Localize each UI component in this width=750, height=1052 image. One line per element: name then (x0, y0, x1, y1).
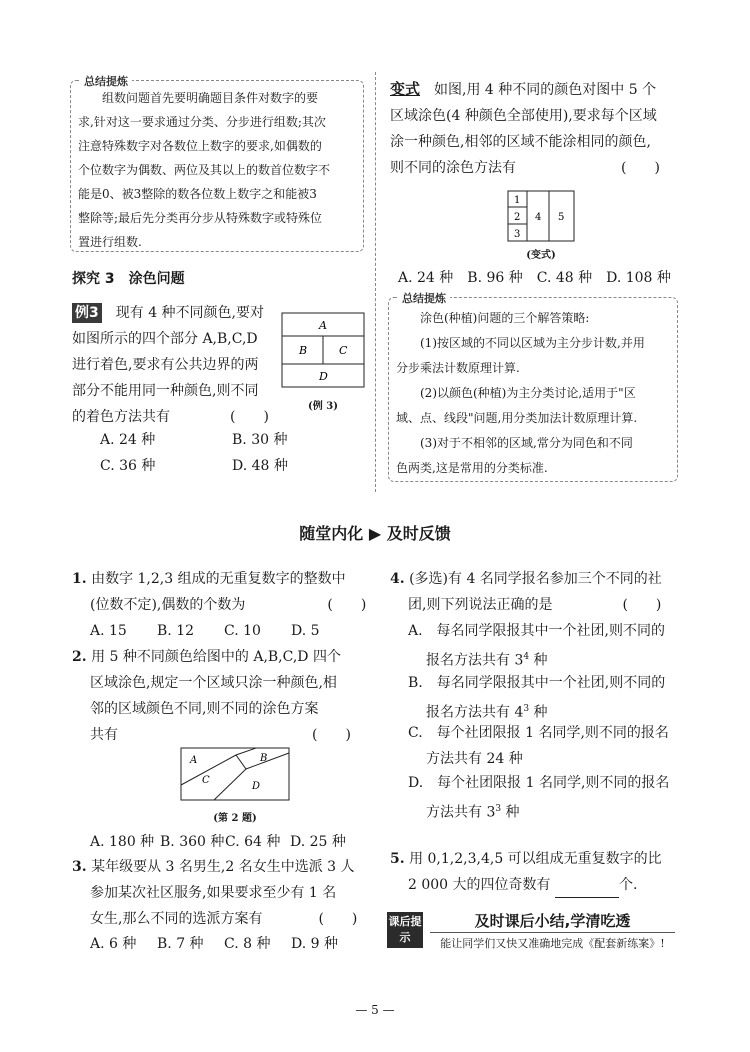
question-5 (390, 846, 690, 898)
explore3-title: 探究 3 涂色问题 (72, 271, 185, 287)
q1-line: 由数字 1,2,3 组成的无重复数字的整数中 (91, 571, 346, 587)
q4-option-a-line1: A. 每名同学限报其中一个社团,则不同的 (408, 623, 666, 639)
summary1-line: 求,针对这一要求通过分类、分步进行组数;其次 (78, 115, 326, 129)
summary-text-1 (78, 86, 360, 254)
region-label-3: 3 (514, 229, 521, 240)
example3-line: 部分不能用同一种颜色,则不同 (72, 383, 259, 399)
region-label-2: 2 (514, 212, 521, 223)
q3-option-b: B. 7 种 (157, 936, 204, 952)
example3-option-a: A. 24 种 (100, 432, 156, 448)
example3-line: 如图所示的四个部分 A,B,C,D (72, 331, 258, 347)
variant-line: 如图,用 4 种不同的颜色对图中 5 个 (434, 82, 657, 98)
question-4 (390, 566, 690, 618)
q4-option-b (408, 670, 665, 726)
summary-text-2 (396, 306, 676, 481)
variant-options: A. 24 种 B. 96 种 C. 48 种 D. 108 种 (398, 270, 671, 286)
q5-tail: 个. (618, 877, 638, 893)
region-label-C: C (339, 344, 348, 357)
q4-line: 团,则下列说法正确的是 (408, 597, 553, 613)
q2-line: 邻的区域颜色不同,则不同的涂色方案 (90, 701, 319, 717)
footer-title: 及时课后小结,学清吃透 (474, 912, 631, 930)
region-label-C: C (202, 775, 210, 786)
q3-option-c: C. 8 种 (224, 936, 271, 952)
answer-paren: ( ) (318, 911, 358, 927)
summary1-line: 能是0、被3整除的数各位数上数字之和能被3 (78, 187, 317, 201)
summary1-line: 组数问题首先要明确题目条件对数字的要 (102, 91, 319, 105)
q4-option-c-line1: C. 每个社团限报 1 名同学,则不同的报名 (408, 725, 669, 741)
answer-paren: ( ) (327, 597, 367, 613)
q4-option-a-exponent: 4 (523, 652, 530, 662)
q2-option-c: C. 64 种 (225, 834, 281, 850)
q4-option-b-line1: B. 每名同学限报其中一个社团,则不同的 (408, 675, 666, 691)
example3-line: 的着色方法共有 (72, 409, 170, 425)
q3-option-a: A. 6 种 (90, 936, 137, 952)
summary1-line: 个位数字为偶数、两位及其以上的数首位数字不 (78, 163, 331, 177)
q3-line: 某年级要从 3 名男生,2 名女生中选派 3 人 (91, 859, 355, 875)
footer-subtitle: 能让同学们又快又准确地完成《配套新练案》! (430, 932, 675, 951)
example3-option-b: B. 30 种 (232, 432, 288, 448)
q4-option-b-exponent: 3 (523, 704, 530, 714)
question-number: 2. (72, 649, 87, 665)
example3-caption: (例 3) (308, 401, 338, 412)
example3-text (72, 300, 282, 430)
q1-line: (位数不定),偶数的个数为 (90, 597, 246, 613)
summary2-line: (2)以颜色(种植)为主分类讨论,适用于"区 (420, 386, 636, 400)
variant-tag: 变式 (390, 80, 421, 98)
q2-line: 共有 (90, 727, 118, 743)
q1-option-a: A. 15 (90, 623, 127, 639)
example3-line: 进行着色,要求有公共边界的两 (72, 357, 259, 373)
q2-line: 用 5 种不同颜色给图中的 A,B,C,D 四个 (91, 649, 341, 665)
q4-option-d-line1: D. 每个社团限报 1 名同学,则不同的报名 (408, 775, 670, 791)
q5-line: 2 000 大的四位奇数有 (408, 877, 551, 893)
summary2-line: 涂色(种植)问题的三个解答策略: (420, 311, 590, 325)
summary1-line: 整除等;最后先分类再分步从特殊数字或特殊位 (78, 211, 323, 225)
question-3 (72, 854, 368, 932)
question-number: 4. (390, 571, 405, 587)
answer-blank[interactable] (555, 881, 619, 898)
section-title: 随堂内化 ▶ 及时反馈 (299, 524, 451, 543)
q2-option-b: B. 360 种 (160, 834, 225, 850)
example3-figure (281, 312, 365, 392)
summary1-line: 置进行组数. (78, 235, 142, 249)
q3-option-d: D. 9 种 (291, 936, 338, 952)
q4-option-d-exponent: 3 (495, 804, 502, 814)
variant-text (390, 76, 690, 181)
answer-paren: ( ) (622, 597, 662, 613)
q2-figure (180, 747, 290, 801)
q4-option-b-line2: 报名方法共有 4 (426, 704, 524, 721)
q3-line: 女生,那么不同的选派方案有 (90, 911, 263, 927)
region-label-B: B (299, 344, 308, 357)
q4-option-d (408, 770, 669, 826)
q4-line: (多选)有 4 名同学报名参加三个不同的社 (409, 571, 662, 587)
region-label-5: 5 (558, 212, 565, 223)
variant-caption: (变式) (526, 250, 556, 261)
region-label-D: D (252, 781, 261, 792)
q4-option-c-line2: 方法共有 24 种 (426, 751, 523, 767)
summary2-line: 域、点、线段"问题,用分类加法计数原理计算. (396, 411, 638, 425)
region-label-A: A (319, 319, 327, 332)
question-2 (72, 644, 368, 748)
summary2-line: (1)按区域的不同以区域为主分步计数,并用 (420, 336, 645, 350)
variant-figure (507, 190, 575, 244)
q4-option-a (408, 618, 665, 674)
variant-line: 则不同的涂色方法有 (390, 160, 516, 176)
region-label-4: 4 (535, 212, 542, 223)
summary-label-1: 总结提炼 (80, 73, 132, 89)
q1-option-c: C. 10 (224, 623, 261, 639)
answer-paren: ( ) (312, 727, 351, 743)
q4-option-a-line2: 报名方法共有 3 (426, 652, 524, 669)
q3-line: 参加某次社区服务,如果要求至少有 1 名 (90, 885, 337, 901)
question-number: 3. (72, 859, 87, 875)
summary2-line: 色两类,这是常用的分类标准. (396, 461, 548, 475)
q2-line: 区域涂色,规定一个区域只涂一种颜色,相 (90, 675, 337, 691)
q2-caption: (第 2 题) (213, 813, 257, 824)
question-1 (72, 566, 368, 618)
q1-option-d: D. 5 (291, 623, 320, 639)
q2-option-a: A. 180 种 (90, 834, 155, 850)
example3-option-d: D. 48 种 (232, 458, 288, 474)
q1-option-b: B. 12 (157, 623, 195, 639)
answer-paren: ( ) (230, 409, 269, 425)
summary-label-2: 总结提炼 (398, 290, 450, 306)
q4-option-d-line2: 方法共有 3 (426, 804, 496, 821)
q5-line: 用 0,1,2,3,4,5 可以组成无重复数字的比 (409, 851, 662, 867)
example3-line: 现有 4 种不同颜色,要对 (115, 305, 265, 321)
region-label-1: 1 (514, 195, 521, 206)
example3-option-c: C. 36 种 (100, 458, 156, 474)
region-label-A: A (190, 755, 198, 766)
summary2-line: 分步乘法计数原理计算. (396, 361, 520, 375)
region-label-B: B (260, 753, 268, 764)
q4-option-b-end: 种 (529, 704, 548, 721)
footer-tag: 课后提示 (387, 912, 423, 948)
summary1-line: 注意特殊数字对各数位上数字的要求,如偶数的 (78, 139, 322, 153)
q4-option-a-end: 种 (529, 652, 548, 669)
q4-option-c (408, 720, 669, 772)
q2-option-d: D. 25 种 (290, 834, 346, 850)
example3-tag: 例3 (72, 303, 102, 323)
q4-option-d-end: 种 (501, 804, 520, 821)
variant-line: 涂一种颜色,相邻的区域不能涂相同的颜色, (390, 134, 651, 150)
variant-line: 区域涂色(4 种颜色全部使用),要求每个区域 (390, 108, 657, 124)
page-number: — 5 — (355, 1003, 395, 1017)
column-divider (375, 72, 376, 492)
region-label-D: D (319, 370, 328, 383)
question-number: 1. (72, 571, 87, 587)
question-number: 5. (390, 851, 405, 867)
answer-paren: ( ) (621, 160, 660, 176)
summary2-line: (3)对于不相邻的区域,常分为同色和不同 (420, 436, 633, 450)
